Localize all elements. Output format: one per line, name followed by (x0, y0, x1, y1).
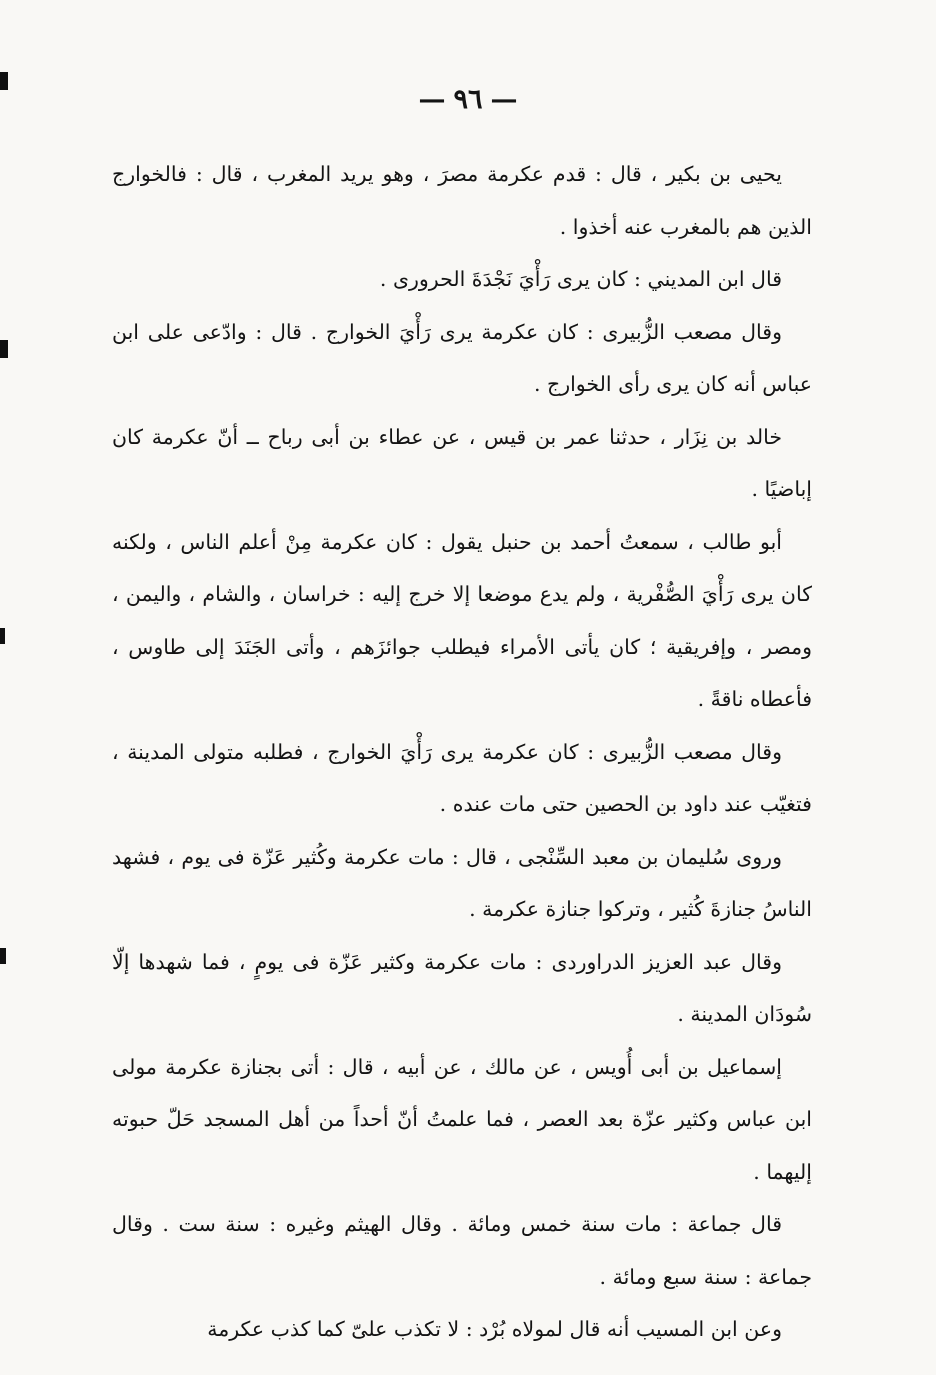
page-number-dash-left: — (418, 84, 446, 115)
paragraph: خالد بن نِزَار ، حدثنا عمر بن قيس ، عن عطاء بن أبى رباح ــ أنّ عكرمة كان إباضيًا . (112, 424, 812, 501)
paragraph: وقال مصعب الزُّبيرى : كان عكرمة يرى رَأْيَ الخوارج ، فطلبه متولى المدينة ، فتغيّب عند داود بن الحصين حتى مات عنده . (112, 739, 812, 816)
scan-edge-mark (0, 72, 8, 90)
body-text (112, 148, 812, 1356)
paragraph: إسماعيل بن أبى أُويس ، عن مالك ، عن أبيه ، قال : أتى بجنازة عكرمة مولى ابن عباس وكثير عزّة بعد العصر ، فما علمتُ أنّ أحداً من أهل المسجد حَلّ حبوته إليهما . (112, 1054, 812, 1184)
scan-edge-mark (0, 340, 8, 358)
page-number: ٩٦ (453, 84, 483, 115)
paragraph: قال ابن المديني : كان يرى رَأْيَ نَجْدَةَ الحرورى . (379, 267, 782, 291)
paragraph: يحيى بن بكير ، قال : قدم عكرمة مصرَ ، وهو يريد المغرب ، قال : فالخوارج الذين هم بالمغرب عنه أخذوا . (112, 162, 812, 239)
paragraph: وقال مصعب الزُّبيرى : كان عكرمة يرى رَأْيَ الخوارج . قال : وادّعى على ابن عباس أنه كان يرى رأى الخوارج . (112, 319, 812, 396)
page-header (0, 84, 936, 115)
paragraph: وروى سُليمان بن معبد السِّنْجى ، قال : مات عكرمة وكُثير عَزّة فى يوم ، فشهد الناسُ جنازةَ كُثير ، وتركوا جنازة عكرمة . (112, 844, 812, 921)
page-number-dash-right: — (490, 84, 518, 115)
scan-edge-mark (0, 948, 6, 964)
scan-edge-mark (0, 628, 5, 644)
paragraph: أبو طالب ، سمعتُ أحمد بن حنبل يقول : كان عكرمة مِنْ أعلم الناس ، ولكنه كان يرى رَأْيَ الصُّفْرية ، ولم يدع موضعا إلا خرج إليه : خراسان ، والشام ، واليمن ، ومصر ، وإفريقية ؛ كان يأتى الأمراء فيطلب جوائزَهم ، وأتى الجَنَدَ إلى طاوس ، فأعطاه ناقةً . (112, 529, 812, 711)
paragraph: قال جماعة : مات سنة خمس ومائة . وقال الهيثم وغيره : سنة ست . وقال جماعة : سنة سبع ومائة . (112, 1212, 812, 1289)
paragraph: وقال عبد العزيز الدراوردى : مات عكرمة وكثير عَزّة فى يومٍ ، فما شهدها إلّا سُودَان المدينة . (112, 949, 812, 1026)
paragraph: وعن ابن المسيب أنه قال لمولاه بُرْد : لا تكذب علىّ كما كذب عكرمة (207, 1317, 782, 1341)
